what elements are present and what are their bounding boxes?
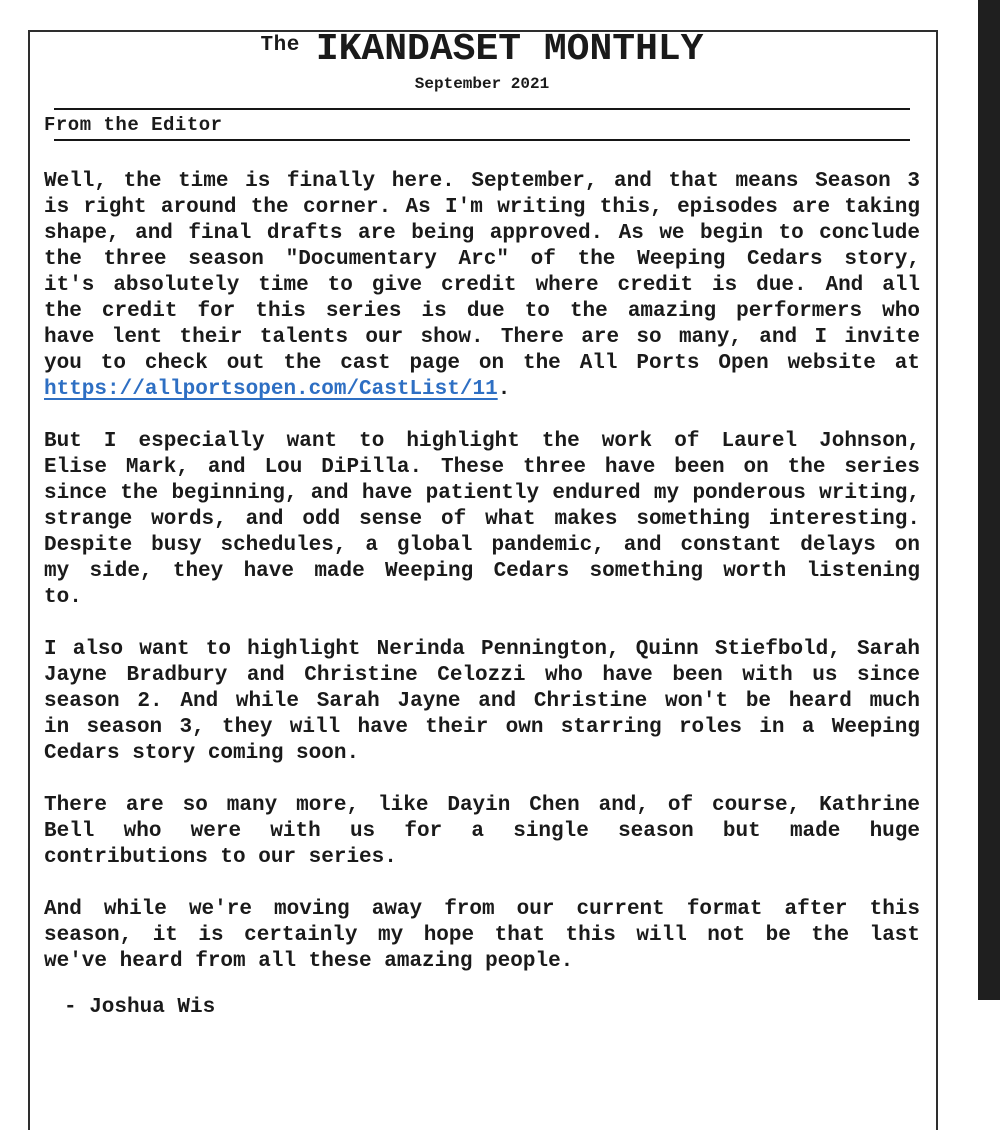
link-suffix: . [497, 378, 511, 401]
paragraph [44, 637, 920, 767]
article-line: the three season "Documentary Arc" of the Weeping Cedars story, [44, 248, 920, 271]
paragraph [44, 897, 920, 975]
article-line: the credit for this series is due to the amazing performers who [44, 300, 920, 323]
article-line: But I especially want to highlight the work of Laurel Johnson, [44, 430, 920, 453]
article-line: Jayne Bradbury and Christine Celozzi who have been with us since [44, 664, 920, 687]
newsletter-page [28, 30, 938, 1130]
article-line: season 2. And while Sarah Jayne and Christine won't be heard much [44, 690, 920, 713]
article-line [44, 377, 920, 403]
article-line: And while we're moving away from our current format after this [44, 898, 920, 921]
article-line: in season 3, they will have their own starring roles in a Weeping [44, 716, 920, 739]
issue-date: September 2021 [414, 75, 550, 93]
article-line: There are so many more, like Dayin Chen and, of course, Kathrine [44, 794, 920, 817]
masthead [44, 28, 920, 71]
article-line: Elise Mark, and Lou DiPilla. These three have been on the series [44, 456, 920, 479]
article-line: since the beginning, and have patiently endured my ponderous writing, [44, 482, 920, 505]
article-line: we've heard from all these amazing people. [44, 950, 574, 973]
article-line: Cedars story coming soon. [44, 742, 360, 765]
article-line: my side, they have made Weeping Cedars something worth listening [44, 560, 920, 583]
paragraph [44, 429, 920, 611]
section-rule-bottom [54, 139, 910, 141]
section-heading: From the Editor [44, 114, 223, 136]
article-line: is right around the corner. As I'm writing this, episodes are taking [44, 196, 920, 219]
article-line: strange words, and odd sense of what makes something interesting. [44, 508, 920, 531]
cast-list-link[interactable]: https://allportsopen.com/CastList/11 [44, 378, 498, 401]
article [44, 169, 920, 975]
signature-line: - Joshua Wis [64, 996, 216, 1019]
article-line: Despite busy schedules, a global pandemic, and constant delays on [44, 534, 920, 557]
article-line: shape, and final drafts are being approved. As we begin to conclude [44, 222, 920, 245]
article-line: Bell who were with us for a single season but made huge [44, 820, 920, 843]
article-line: to. [44, 586, 82, 609]
article-line: it's absolutely time to give credit where credit is due. And all [44, 274, 920, 297]
masthead-title: IKANDASET MONTHLY [315, 28, 704, 71]
section-header [44, 108, 920, 141]
article-line: contributions to our series. [44, 846, 397, 869]
article-line: season, it is certainly my hope that this will not be the last [44, 924, 920, 947]
masthead-prefix: The [260, 34, 300, 57]
article-line: Well, the time is finally here. September, and that means Season 3 [44, 170, 920, 193]
right-black-band [978, 0, 1000, 1000]
article-line: have lent their talents our show. There are so many, and I invite [44, 326, 920, 349]
article-line: you to check out the cast page on the All Ports Open website at [44, 352, 920, 375]
article-line: I also want to highlight Nerinda Pennington, Quinn Stiefbold, Sarah [44, 638, 920, 661]
paragraph [44, 169, 920, 403]
paragraph [44, 793, 920, 871]
